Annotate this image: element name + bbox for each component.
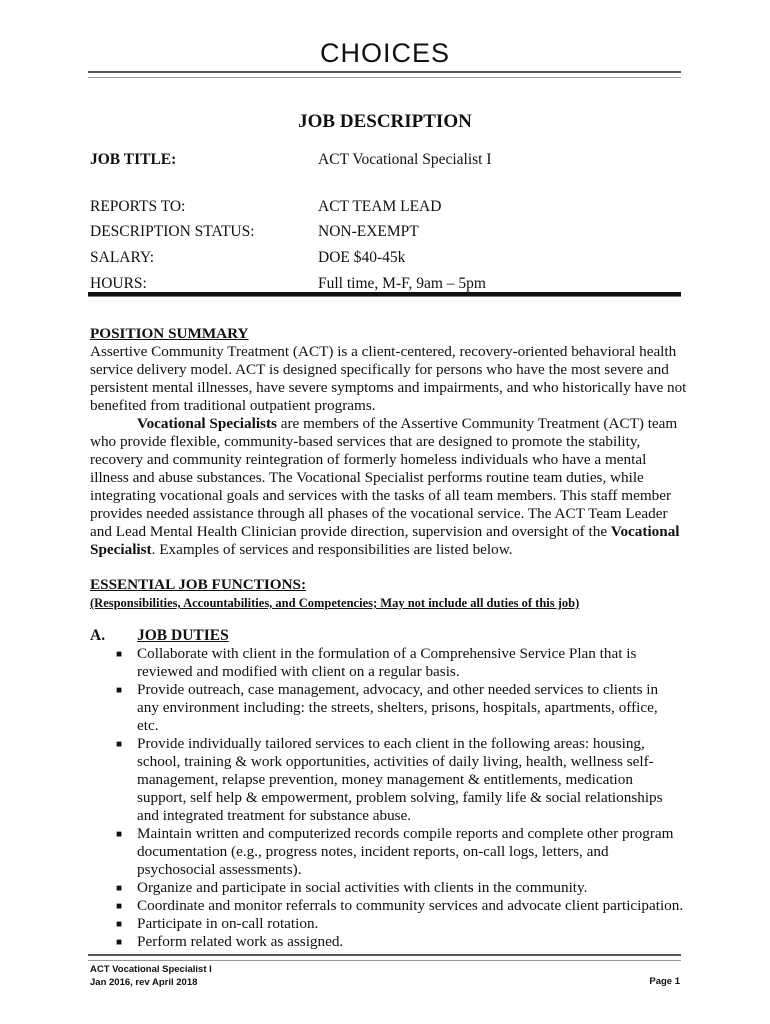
duty-line: any environment including: the streets, shelters, prisons, hospitals, apartments, office, [137, 699, 658, 716]
bullet-icon: ■ [116, 829, 123, 840]
duty-line: Organize and participate in social activities with clients in the community. [137, 879, 588, 896]
bullet-icon: ■ [116, 919, 123, 930]
duty-line: management, relapse prevention, money management & entitlements, medication [137, 771, 633, 788]
summary-text: are members of the Assertive Community Treatment (ACT) team [276, 415, 678, 432]
reports-to-label: REPORTS TO: [90, 198, 186, 215]
summary-line [90, 541, 690, 559]
bullet-icon: ■ [116, 739, 123, 750]
bullet-icon: ■ [116, 649, 123, 660]
summary-line: persistent mental illnesses, have severe symptoms and impairments, and who historically have not [90, 379, 687, 396]
page-number: Page 1 [649, 976, 680, 987]
summary-line: provides needed assistance through all phases of the vocational service. The ACT Team Leader [90, 505, 668, 522]
status-value: NON-EXEMPT [318, 223, 419, 240]
bullet-icon: ■ [116, 937, 123, 948]
vocational-specialists-bold: Vocational Specialists [137, 415, 277, 432]
bullet-icon: ■ [116, 901, 123, 912]
summary-line: benefited from traditional outpatient programs. [90, 397, 376, 414]
duty-line: support, self help & empowerment, problem solving, family life & social relationships [137, 789, 663, 806]
salary-value: DOE $40-45k [318, 249, 406, 266]
footer-doc-name: ACT Vocational Specialist I [90, 964, 212, 975]
duty-line: Provide outreach, case management, advocacy, and other needed services to clients in [137, 681, 659, 698]
summary-line: recovery and community reintegration of formerly homeless individuals who have a mental [90, 451, 647, 468]
header-divider [88, 292, 681, 297]
essential-functions-subheading: (Responsibilities, Accountabilities, and Competencies; May not include all duties of this job) [90, 596, 580, 610]
bullet-icon: ■ [116, 685, 123, 696]
essential-functions-heading: ESSENTIAL JOB FUNCTIONS: [90, 576, 307, 593]
bullet-icon: ■ [116, 883, 123, 894]
position-summary-heading: POSITION SUMMARY [90, 325, 249, 342]
summary-line: service delivery model. ACT is designed specifically for persons who have the most severe and [90, 361, 669, 378]
summary-line: Assertive Community Treatment (ACT) is a client-centered, recovery-oriented behavioral health [90, 343, 677, 360]
duty-line: school, training & work opportunities, activities of daily living, health, wellness self- [137, 753, 654, 770]
reports-to-value: ACT TEAM LEAD [318, 198, 442, 215]
footer-revision-date: Jan 2016, rev April 2018 [90, 977, 198, 988]
duty-line: Perform related work as assigned. [137, 933, 344, 950]
specialist-bold: Specialist [90, 541, 152, 558]
job-duties-heading: JOB DUTIES [137, 627, 229, 644]
summary-line: illness and abuse substances. The Vocational Specialist performs routine team duties, while [90, 469, 644, 486]
duty-line: Collaborate with client in the formulation of a Comprehensive Service Plan that is [137, 645, 637, 662]
organization-name: CHOICES [319, 38, 451, 68]
summary-line [137, 415, 737, 433]
duty-line: and integrated treatment for substance abuse. [137, 807, 412, 824]
hours-label: HOURS: [90, 275, 147, 292]
duty-line: Maintain written and computerized records compile reports and complete other program [137, 825, 674, 842]
duty-line: etc. [137, 717, 159, 734]
document-title: JOB DESCRIPTION [298, 111, 472, 132]
job-title-value: ACT Vocational Specialist I [318, 151, 492, 168]
duty-line: Participate in on-call rotation. [137, 915, 319, 932]
vocational-bold: Vocational [610, 523, 680, 540]
salary-label: SALARY: [90, 249, 155, 266]
summary-line: who provide flexible, community-based services that are designed to promote the stability, [90, 433, 641, 450]
footer-divider [88, 954, 681, 961]
section-letter: A. [90, 627, 106, 644]
summary-line [90, 523, 690, 541]
hours-value: Full time, M-F, 9am – 5pm [318, 275, 486, 292]
summary-text: . Examples of services and responsibilities are listed below. [151, 541, 513, 558]
duty-line: reviewed and modified with client on a regular basis. [137, 663, 460, 680]
summary-line: integrating vocational goals and services with the tasks of all team members. This staff member [90, 487, 672, 504]
duty-line: documentation (e.g., progress notes, incident reports, on-call logs, letters, and [137, 843, 609, 860]
top-divider [88, 71, 681, 78]
duty-line: Coordinate and monitor referrals to community services and advocate client participation. [137, 897, 684, 914]
duty-line: psychosocial assessments). [137, 861, 302, 878]
job-title-label: JOB TITLE: [90, 151, 177, 168]
summary-text: and Lead Mental Health Clinician provide direction, supervision and oversight of the [90, 523, 611, 540]
duty-line: Provide individually tailored services to each client in the following areas: housing, [137, 735, 645, 752]
status-label: DESCRIPTION STATUS: [90, 223, 255, 240]
